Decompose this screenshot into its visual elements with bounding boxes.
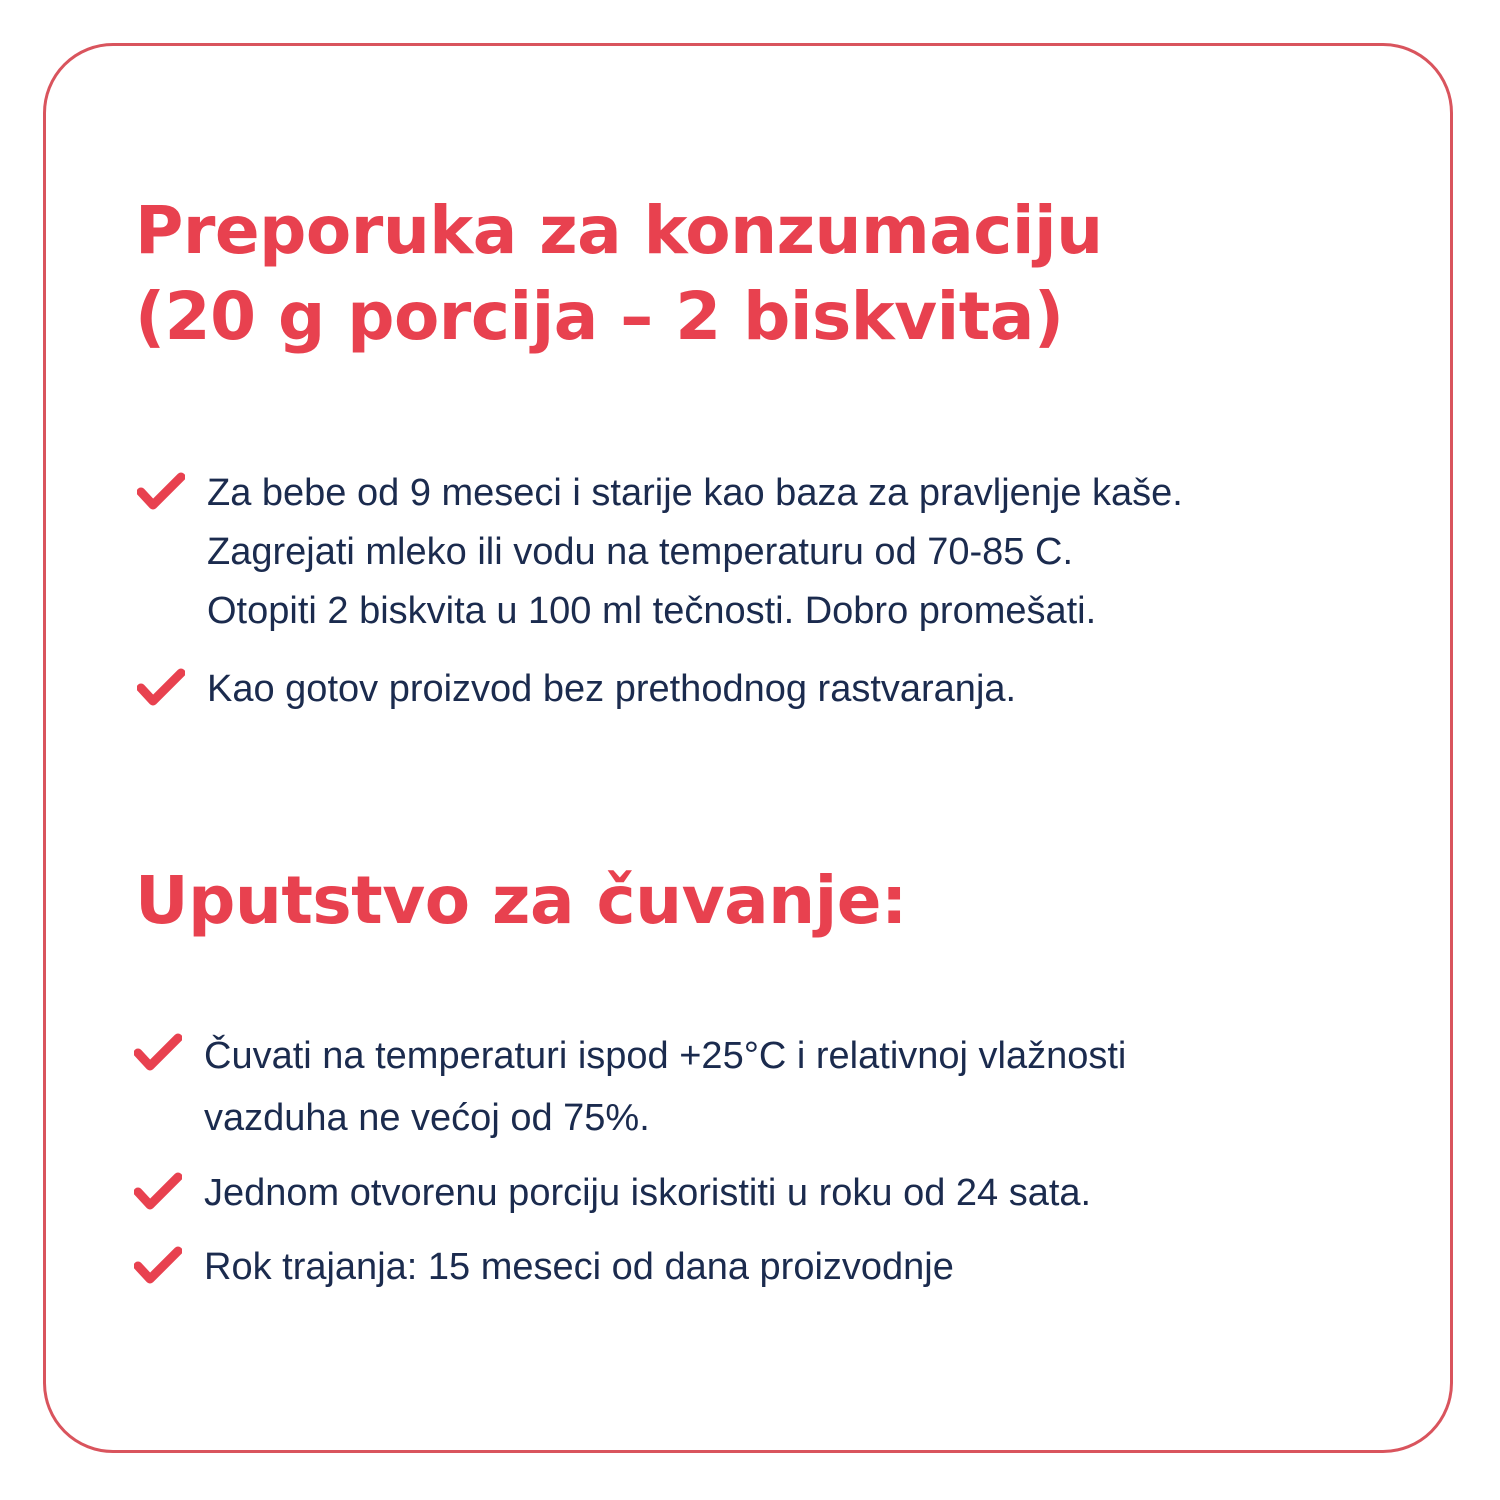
item-line: Za bebe od 9 meseci i starije kao baza za pravljenje kaše.: [207, 472, 1183, 514]
item-line: Kao gotov proizvod bez prethodnog rastvaranja.: [207, 668, 1017, 710]
check-icon: [137, 472, 187, 512]
consumption-item-1: [137, 464, 1183, 641]
check-icon: [134, 1172, 184, 1212]
check-icon: [134, 1033, 184, 1073]
consumption-heading: [135, 188, 1103, 360]
check-icon: [134, 1246, 184, 1286]
storage-heading: Uputstvo za čuvanje:: [135, 862, 907, 939]
item-line: Čuvati na temperaturi ispod +25°C i relativnoj vlažnosti: [204, 1035, 1127, 1077]
storage-item-2: [134, 1164, 1091, 1223]
consumption-item-2: [137, 660, 1016, 719]
check-icon: [137, 668, 187, 708]
storage-item-1: [134, 1025, 1126, 1149]
item-line: Rok trajanja: 15 meseci od dana proizvodnje: [204, 1246, 954, 1288]
consumption-heading-line1: Preporuka za konzumaciju: [135, 192, 1103, 269]
item-line: vazduha ne većoj od 75%.: [204, 1097, 650, 1139]
item-line: Jednom otvorenu porciju iskoristiti u roku od 24 sata.: [204, 1172, 1092, 1214]
storage-item-3: [134, 1238, 954, 1297]
item-line: Zagrejati mleko ili vodu na temperaturu od 70-85 C.: [207, 531, 1074, 573]
consumption-heading-line2: (20 g porcija – 2 biskvita): [135, 278, 1064, 355]
item-line: Otopiti 2 biskvita u 100 ml tečnosti. Dobro promešati.: [207, 590, 1097, 632]
